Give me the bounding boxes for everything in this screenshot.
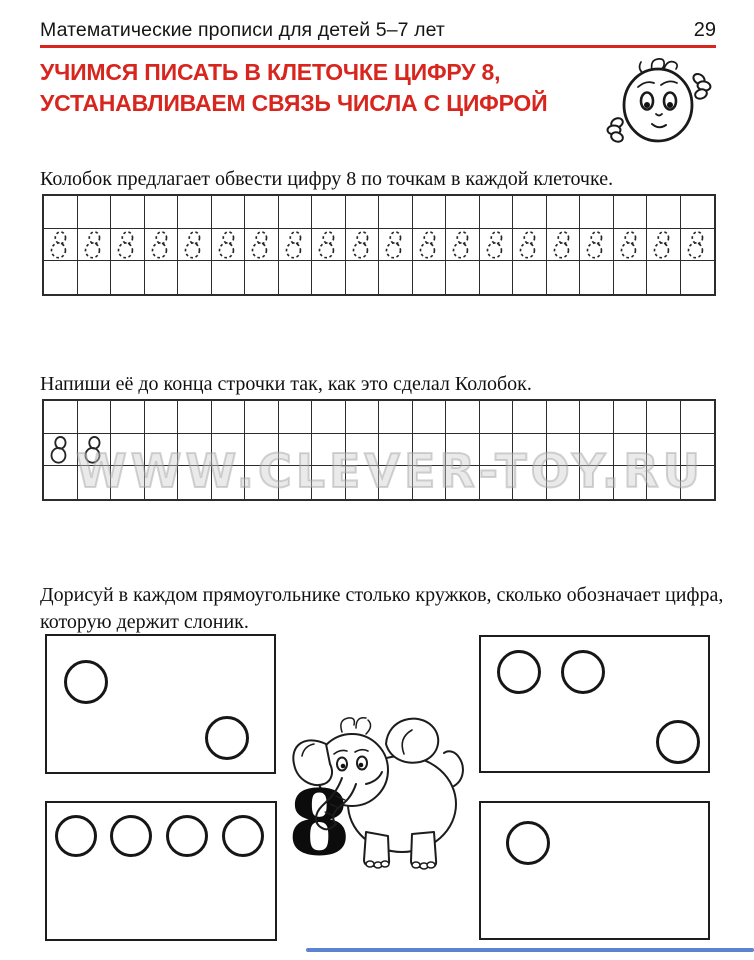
grid-cell	[379, 401, 413, 434]
grid-cell	[346, 401, 380, 434]
grid-cell	[279, 401, 313, 434]
traced-digit-8	[347, 230, 375, 261]
traced-digit-8	[649, 230, 677, 261]
header-rule	[40, 45, 716, 48]
grid-cell	[379, 261, 413, 294]
grid-cell	[44, 466, 78, 499]
digit-8-label: 8	[288, 770, 351, 876]
grid-cell	[413, 196, 447, 229]
traced-digit-8	[381, 230, 409, 261]
pre-drawn-circle	[656, 720, 700, 764]
grid-cell	[480, 401, 514, 434]
trace-grid	[42, 194, 716, 296]
grid-cell	[279, 196, 313, 229]
instruction-trace: Колобок предлагает обвести цифру 8 по точкам в каждой клеточке.	[40, 168, 614, 190]
page-number: 29	[693, 19, 716, 41]
pre-drawn-circle	[166, 815, 208, 857]
grid-cell	[178, 261, 212, 294]
traced-digit-8	[448, 230, 476, 261]
grid-cell	[446, 401, 480, 434]
grid-cell	[513, 196, 547, 229]
traced-digit-8	[515, 230, 543, 261]
grid-cell	[145, 229, 179, 262]
grid-cell	[145, 401, 179, 434]
written-digit-8	[46, 435, 74, 466]
grid-cell	[513, 261, 547, 294]
grid-cell	[379, 229, 413, 262]
grid-cell	[647, 196, 681, 229]
grid-cell	[681, 229, 715, 262]
traced-digit-8	[46, 230, 74, 261]
pre-drawn-circle	[497, 650, 541, 694]
grid-cell	[647, 229, 681, 262]
grid-cell	[346, 261, 380, 294]
grid-cell	[681, 401, 715, 434]
grid-cell	[547, 401, 581, 434]
count-rectangle-bottom-right	[479, 801, 710, 940]
grid-cell	[413, 229, 447, 262]
pre-drawn-circle	[222, 815, 264, 857]
grid-cell	[212, 401, 246, 434]
grid-cell	[44, 401, 78, 434]
grid-cell	[614, 229, 648, 262]
grid-cell	[513, 229, 547, 262]
grid-cell	[279, 261, 313, 294]
lesson-title-line2: УСТАНАВЛИВАЕМ СВЯЗЬ ЧИСЛА С ЦИФРОЙ	[40, 90, 548, 116]
grid-cell	[178, 229, 212, 262]
grid-cell	[212, 196, 246, 229]
traced-digit-8	[146, 230, 174, 261]
grid-cell	[78, 401, 112, 434]
grid-cell	[178, 196, 212, 229]
grid-cell	[111, 401, 145, 434]
grid-cell	[547, 196, 581, 229]
grid-cell	[111, 261, 145, 294]
pre-drawn-circle	[506, 821, 550, 865]
traced-digit-8	[280, 230, 308, 261]
instruction-draw: Дорисуй в каждом прямоугольнике столько кружков, сколько обозначает цифра, которую держит слоник.	[40, 584, 724, 633]
grid-cell	[480, 229, 514, 262]
grid-cell	[547, 261, 581, 294]
grid-cell	[279, 229, 313, 262]
grid-cell	[413, 261, 447, 294]
grid-cell	[44, 434, 78, 467]
traced-digit-8	[113, 230, 141, 261]
grid-cell	[312, 261, 346, 294]
grid-cell	[44, 261, 78, 294]
grid-cell	[647, 401, 681, 434]
grid-cell	[614, 401, 648, 434]
traced-digit-8	[548, 230, 576, 261]
grid-cell	[78, 196, 112, 229]
kolobok-character-illustration	[606, 56, 712, 150]
grid-cell	[413, 401, 447, 434]
instruction-write: Напиши её до конца строчки так, как это сделал Колобок.	[40, 373, 532, 395]
grid-cell	[245, 261, 279, 294]
grid-cell	[145, 261, 179, 294]
count-rectangle-top-left	[45, 634, 276, 774]
grid-cell	[111, 196, 145, 229]
watermark: WWW.CLEVER-TOY.RU	[76, 444, 704, 498]
elephant-illustration	[288, 700, 468, 880]
traced-digit-8	[180, 230, 208, 261]
grid-cell	[245, 401, 279, 434]
traced-digit-8	[414, 230, 442, 261]
traced-digit-8	[683, 230, 711, 261]
grid-cell	[44, 229, 78, 262]
grid-cell	[480, 261, 514, 294]
grid-cell	[78, 229, 112, 262]
header-title: Математические прописи для детей 5–7 лет	[40, 19, 445, 41]
count-rectangle-top-right	[479, 635, 710, 773]
grid-cell	[614, 261, 648, 294]
traced-digit-8	[481, 230, 509, 261]
grid-cell	[44, 196, 78, 229]
grid-cell	[513, 401, 547, 434]
grid-cell	[78, 261, 112, 294]
pre-drawn-circle	[55, 815, 97, 857]
grid-cell	[346, 229, 380, 262]
grid-cell	[111, 229, 145, 262]
traced-digit-8	[79, 230, 107, 261]
grid-cell	[547, 229, 581, 262]
grid-cell	[212, 229, 246, 262]
grid-cell	[580, 229, 614, 262]
grid-cell	[178, 401, 212, 434]
grid-cell	[580, 401, 614, 434]
grid-cell	[647, 261, 681, 294]
grid-cell	[446, 261, 480, 294]
grid-cell	[312, 401, 346, 434]
pre-drawn-circle	[561, 650, 605, 694]
grid-cell	[580, 196, 614, 229]
lesson-title-line1: УЧИМСЯ ПИСАТЬ В КЛЕТОЧКЕ ЦИФРУ 8,	[40, 59, 501, 85]
grid-cell	[480, 196, 514, 229]
page-header	[40, 19, 716, 42]
grid-cell	[312, 229, 346, 262]
grid-cell	[245, 229, 279, 262]
grid-cell	[681, 261, 715, 294]
grid-cell	[312, 196, 346, 229]
lesson-title	[40, 57, 547, 119]
traced-digit-8	[615, 230, 643, 261]
traced-digit-8	[582, 230, 610, 261]
grid-cell	[379, 196, 413, 229]
grid-cell	[580, 261, 614, 294]
grid-cell	[346, 196, 380, 229]
traced-digit-8	[247, 230, 275, 261]
traced-digit-8	[213, 230, 241, 261]
grid-cell	[245, 196, 279, 229]
grid-cell	[614, 196, 648, 229]
pre-drawn-circle	[64, 660, 108, 704]
footer-accent-line	[306, 948, 754, 952]
traced-digit-8	[314, 230, 342, 261]
grid-cell	[145, 196, 179, 229]
pre-drawn-circle	[205, 716, 249, 760]
grid-cell	[446, 229, 480, 262]
pre-drawn-circle	[110, 815, 152, 857]
grid-cell	[446, 196, 480, 229]
grid-cell	[681, 196, 715, 229]
grid-cell	[212, 261, 246, 294]
count-rectangle-bottom-left	[45, 801, 277, 941]
